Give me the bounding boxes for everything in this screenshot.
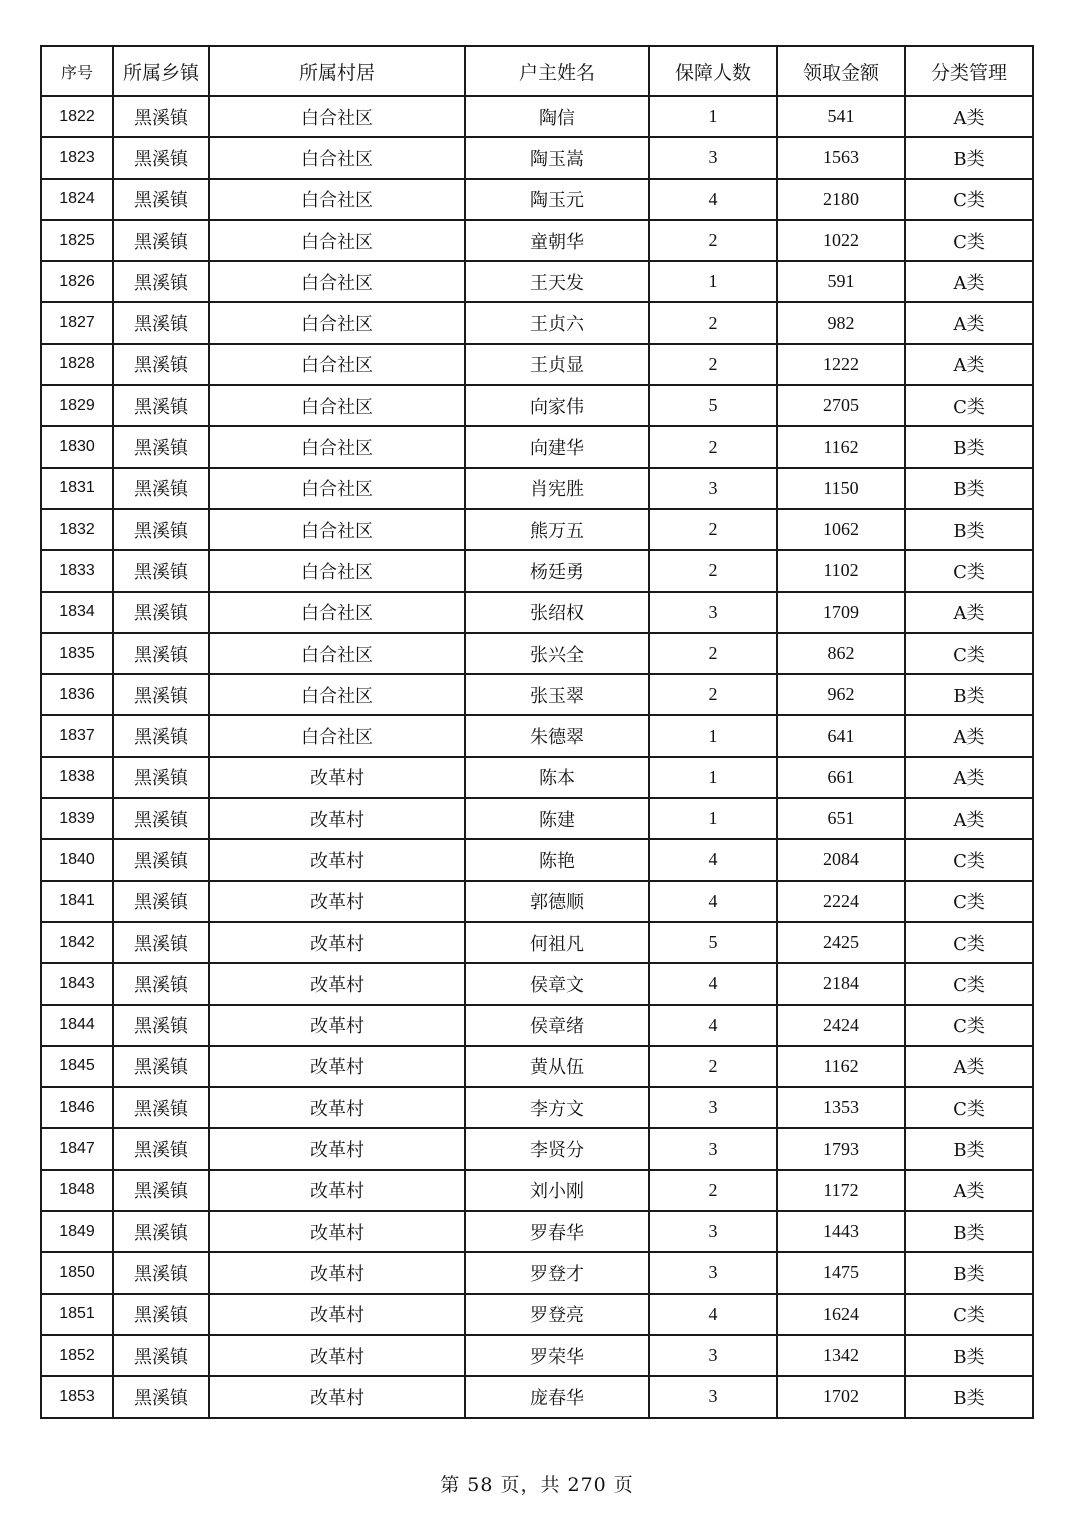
cell-people-count: 3 <box>649 1087 777 1128</box>
cell-householder: 李方文 <box>465 1087 649 1128</box>
cell-township: 黑溪镇 <box>113 757 209 798</box>
cell-township: 黑溪镇 <box>113 426 209 467</box>
cell-seq: 1823 <box>41 137 113 178</box>
cell-seq: 1830 <box>41 426 113 467</box>
cell-village: 改革村 <box>209 839 465 880</box>
cell-amount: 1102 <box>777 550 905 591</box>
cell-township: 黑溪镇 <box>113 798 209 839</box>
cell-householder: 王天发 <box>465 261 649 302</box>
cell-householder: 王贞六 <box>465 302 649 343</box>
cell-village: 白合社区 <box>209 302 465 343</box>
cell-category: B类 <box>905 468 1033 509</box>
cell-seq: 1825 <box>41 220 113 261</box>
cell-people-count: 4 <box>649 881 777 922</box>
cell-amount: 1022 <box>777 220 905 261</box>
cell-category: B类 <box>905 426 1033 467</box>
cell-householder: 杨廷勇 <box>465 550 649 591</box>
cell-amount: 1702 <box>777 1376 905 1417</box>
cell-amount: 1353 <box>777 1087 905 1128</box>
cell-township: 黑溪镇 <box>113 1005 209 1046</box>
cell-householder: 侯章文 <box>465 963 649 1004</box>
cell-township: 黑溪镇 <box>113 509 209 550</box>
cell-seq: 1841 <box>41 881 113 922</box>
table-row <box>41 1211 1033 1252</box>
cell-category: B类 <box>905 509 1033 550</box>
table-row <box>41 757 1033 798</box>
table-row <box>41 220 1033 261</box>
cell-township: 黑溪镇 <box>113 302 209 343</box>
cell-category: A类 <box>905 715 1033 756</box>
cell-people-count: 1 <box>649 798 777 839</box>
cell-people-count: 4 <box>649 179 777 220</box>
table-row <box>41 1294 1033 1335</box>
cell-village: 改革村 <box>209 1252 465 1293</box>
cell-amount: 1162 <box>777 426 905 467</box>
cell-amount: 1793 <box>777 1128 905 1169</box>
cell-householder: 朱德翠 <box>465 715 649 756</box>
cell-category: B类 <box>905 674 1033 715</box>
cell-seq: 1840 <box>41 839 113 880</box>
cell-amount: 2425 <box>777 922 905 963</box>
cell-village: 改革村 <box>209 881 465 922</box>
table-row <box>41 426 1033 467</box>
cell-amount: 982 <box>777 302 905 343</box>
cell-category: C类 <box>905 922 1033 963</box>
cell-seq: 1852 <box>41 1335 113 1376</box>
cell-township: 黑溪镇 <box>113 1046 209 1087</box>
table-row <box>41 1376 1033 1417</box>
table-row <box>41 1046 1033 1087</box>
cell-amount: 2424 <box>777 1005 905 1046</box>
cell-people-count: 2 <box>649 344 777 385</box>
cell-seq: 1828 <box>41 344 113 385</box>
cell-seq: 1835 <box>41 633 113 674</box>
cell-village: 白合社区 <box>209 509 465 550</box>
cell-category: C类 <box>905 179 1033 220</box>
header-category: 分类管理 <box>905 46 1033 96</box>
cell-people-count: 2 <box>649 220 777 261</box>
cell-village: 白合社区 <box>209 385 465 426</box>
cell-township: 黑溪镇 <box>113 674 209 715</box>
cell-people-count: 3 <box>649 1211 777 1252</box>
cell-people-count: 2 <box>649 1170 777 1211</box>
cell-category: A类 <box>905 302 1033 343</box>
cell-village: 白合社区 <box>209 179 465 220</box>
cell-township: 黑溪镇 <box>113 1376 209 1417</box>
cell-seq: 1842 <box>41 922 113 963</box>
cell-seq: 1837 <box>41 715 113 756</box>
cell-amount: 1342 <box>777 1335 905 1376</box>
table-row <box>41 922 1033 963</box>
cell-seq: 1834 <box>41 592 113 633</box>
cell-householder: 陈建 <box>465 798 649 839</box>
cell-householder: 向建华 <box>465 426 649 467</box>
cell-category: C类 <box>905 1294 1033 1335</box>
cell-people-count: 4 <box>649 1294 777 1335</box>
table-row <box>41 137 1033 178</box>
cell-people-count: 1 <box>649 715 777 756</box>
cell-category: C类 <box>905 963 1033 1004</box>
table-row <box>41 963 1033 1004</box>
header-row <box>41 46 1033 96</box>
cell-amount: 1150 <box>777 468 905 509</box>
cell-seq: 1847 <box>41 1128 113 1169</box>
cell-township: 黑溪镇 <box>113 1170 209 1211</box>
cell-seq: 1846 <box>41 1087 113 1128</box>
cell-seq: 1836 <box>41 674 113 715</box>
cell-householder: 陶玉元 <box>465 179 649 220</box>
cell-category: C类 <box>905 1005 1033 1046</box>
cell-householder: 王贞显 <box>465 344 649 385</box>
cell-amount: 1709 <box>777 592 905 633</box>
table-header <box>41 46 1033 96</box>
cell-category: A类 <box>905 1170 1033 1211</box>
cell-householder: 罗春华 <box>465 1211 649 1252</box>
cell-village: 白合社区 <box>209 426 465 467</box>
cell-village: 改革村 <box>209 1046 465 1087</box>
cell-householder: 肖宪胜 <box>465 468 649 509</box>
cell-amount: 2184 <box>777 963 905 1004</box>
header-seq: 序号 <box>41 46 113 96</box>
cell-people-count: 2 <box>649 633 777 674</box>
cell-township: 黑溪镇 <box>113 468 209 509</box>
cell-people-count: 3 <box>649 468 777 509</box>
cell-householder: 向家伟 <box>465 385 649 426</box>
cell-township: 黑溪镇 <box>113 922 209 963</box>
cell-seq: 1839 <box>41 798 113 839</box>
cell-seq: 1831 <box>41 468 113 509</box>
cell-township: 黑溪镇 <box>113 1335 209 1376</box>
cell-township: 黑溪镇 <box>113 1294 209 1335</box>
cell-householder: 何祖凡 <box>465 922 649 963</box>
cell-township: 黑溪镇 <box>113 1211 209 1252</box>
cell-category: A类 <box>905 96 1033 137</box>
table-row <box>41 509 1033 550</box>
cell-people-count: 2 <box>649 509 777 550</box>
cell-seq: 1833 <box>41 550 113 591</box>
table-row <box>41 881 1033 922</box>
document-sheet <box>40 45 1032 1419</box>
cell-village: 白合社区 <box>209 633 465 674</box>
cell-householder: 童朝华 <box>465 220 649 261</box>
cell-village: 改革村 <box>209 1335 465 1376</box>
cell-seq: 1849 <box>41 1211 113 1252</box>
cell-township: 黑溪镇 <box>113 261 209 302</box>
cell-category: B类 <box>905 1252 1033 1293</box>
cell-seq: 1843 <box>41 963 113 1004</box>
table-row <box>41 633 1033 674</box>
cell-householder: 侯章绪 <box>465 1005 649 1046</box>
cell-village: 改革村 <box>209 1170 465 1211</box>
cell-people-count: 5 <box>649 922 777 963</box>
cell-township: 黑溪镇 <box>113 96 209 137</box>
cell-people-count: 3 <box>649 592 777 633</box>
cell-householder: 陈本 <box>465 757 649 798</box>
cell-amount: 1563 <box>777 137 905 178</box>
cell-householder: 熊万五 <box>465 509 649 550</box>
table-row <box>41 468 1033 509</box>
cell-category: C类 <box>905 220 1033 261</box>
cell-amount: 641 <box>777 715 905 756</box>
cell-category: C类 <box>905 633 1033 674</box>
table-row <box>41 261 1033 302</box>
cell-seq: 1850 <box>41 1252 113 1293</box>
cell-amount: 1222 <box>777 344 905 385</box>
cell-category: A类 <box>905 592 1033 633</box>
table-row <box>41 1335 1033 1376</box>
page-footer: 第 58 页，共 270 页 <box>440 1474 634 1496</box>
cell-seq: 1838 <box>41 757 113 798</box>
cell-amount: 2084 <box>777 839 905 880</box>
cell-people-count: 4 <box>649 963 777 1004</box>
cell-township: 黑溪镇 <box>113 1128 209 1169</box>
cell-people-count: 5 <box>649 385 777 426</box>
cell-householder: 罗登亮 <box>465 1294 649 1335</box>
cell-township: 黑溪镇 <box>113 963 209 1004</box>
cell-amount: 962 <box>777 674 905 715</box>
table-row <box>41 96 1033 137</box>
table-row <box>41 1087 1033 1128</box>
cell-householder: 刘小刚 <box>465 1170 649 1211</box>
cell-township: 黑溪镇 <box>113 385 209 426</box>
cell-people-count: 4 <box>649 839 777 880</box>
cell-amount: 2705 <box>777 385 905 426</box>
table-row <box>41 385 1033 426</box>
table-row <box>41 1005 1033 1046</box>
cell-seq: 1851 <box>41 1294 113 1335</box>
cell-people-count: 1 <box>649 96 777 137</box>
cell-householder: 郭德顺 <box>465 881 649 922</box>
cell-category: A类 <box>905 344 1033 385</box>
header-amount: 领取金额 <box>777 46 905 96</box>
cell-householder: 黄从伍 <box>465 1046 649 1087</box>
cell-seq: 1824 <box>41 179 113 220</box>
table-body <box>41 96 1033 1418</box>
cell-people-count: 4 <box>649 1005 777 1046</box>
cell-householder: 陶玉嵩 <box>465 137 649 178</box>
cell-category: B类 <box>905 1211 1033 1252</box>
cell-township: 黑溪镇 <box>113 592 209 633</box>
table-row <box>41 179 1033 220</box>
cell-village: 白合社区 <box>209 344 465 385</box>
cell-seq: 1845 <box>41 1046 113 1087</box>
cell-amount: 2180 <box>777 179 905 220</box>
header-township: 所属乡镇 <box>113 46 209 96</box>
cell-seq: 1829 <box>41 385 113 426</box>
cell-category: A类 <box>905 757 1033 798</box>
cell-village: 改革村 <box>209 1294 465 1335</box>
cell-people-count: 2 <box>649 674 777 715</box>
table-row <box>41 344 1033 385</box>
cell-amount: 1624 <box>777 1294 905 1335</box>
table-row <box>41 592 1033 633</box>
cell-category: A类 <box>905 261 1033 302</box>
header-village: 所属村居 <box>209 46 465 96</box>
cell-township: 黑溪镇 <box>113 881 209 922</box>
cell-people-count: 2 <box>649 1046 777 1087</box>
cell-village: 白合社区 <box>209 550 465 591</box>
cell-people-count: 3 <box>649 1376 777 1417</box>
table-row <box>41 1170 1033 1211</box>
table-row <box>41 839 1033 880</box>
cell-people-count: 2 <box>649 550 777 591</box>
cell-people-count: 2 <box>649 426 777 467</box>
table-row <box>41 550 1033 591</box>
header-people-count: 保障人数 <box>649 46 777 96</box>
cell-village: 改革村 <box>209 1376 465 1417</box>
cell-village: 改革村 <box>209 798 465 839</box>
table-row <box>41 715 1033 756</box>
cell-people-count: 3 <box>649 1335 777 1376</box>
cell-amount: 651 <box>777 798 905 839</box>
cell-village: 改革村 <box>209 1087 465 1128</box>
cell-category: A类 <box>905 798 1033 839</box>
cell-township: 黑溪镇 <box>113 633 209 674</box>
cell-category: B类 <box>905 1128 1033 1169</box>
cell-village: 改革村 <box>209 1211 465 1252</box>
cell-amount: 541 <box>777 96 905 137</box>
cell-people-count: 3 <box>649 1252 777 1293</box>
cell-category: B类 <box>905 1335 1033 1376</box>
cell-amount: 862 <box>777 633 905 674</box>
cell-township: 黑溪镇 <box>113 1252 209 1293</box>
cell-seq: 1832 <box>41 509 113 550</box>
cell-township: 黑溪镇 <box>113 839 209 880</box>
cell-householder: 罗荣华 <box>465 1335 649 1376</box>
cell-category: C类 <box>905 550 1033 591</box>
cell-people-count: 3 <box>649 1128 777 1169</box>
cell-township: 黑溪镇 <box>113 550 209 591</box>
cell-people-count: 2 <box>649 302 777 343</box>
cell-amount: 1443 <box>777 1211 905 1252</box>
cell-amount: 1162 <box>777 1046 905 1087</box>
table-row <box>41 1128 1033 1169</box>
cell-category: A类 <box>905 1046 1033 1087</box>
cell-people-count: 1 <box>649 757 777 798</box>
cell-village: 改革村 <box>209 1128 465 1169</box>
cell-category: C类 <box>905 839 1033 880</box>
cell-householder: 张玉翠 <box>465 674 649 715</box>
cell-householder: 庞春华 <box>465 1376 649 1417</box>
cell-category: C类 <box>905 385 1033 426</box>
cell-village: 改革村 <box>209 1005 465 1046</box>
cell-amount: 591 <box>777 261 905 302</box>
cell-people-count: 1 <box>649 261 777 302</box>
cell-category: C类 <box>905 1087 1033 1128</box>
cell-village: 改革村 <box>209 922 465 963</box>
cell-category: B类 <box>905 137 1033 178</box>
cell-township: 黑溪镇 <box>113 137 209 178</box>
cell-village: 白合社区 <box>209 261 465 302</box>
header-householder: 户主姓名 <box>465 46 649 96</box>
cell-people-count: 3 <box>649 137 777 178</box>
cell-village: 白合社区 <box>209 220 465 261</box>
table-row <box>41 302 1033 343</box>
cell-amount: 1172 <box>777 1170 905 1211</box>
cell-village: 白合社区 <box>209 592 465 633</box>
cell-householder: 陈艳 <box>465 839 649 880</box>
cell-category: B类 <box>905 1376 1033 1417</box>
cell-amount: 1475 <box>777 1252 905 1293</box>
cell-householder: 张绍权 <box>465 592 649 633</box>
cell-village: 白合社区 <box>209 715 465 756</box>
cell-village: 白合社区 <box>209 468 465 509</box>
cell-householder: 张兴全 <box>465 633 649 674</box>
cell-seq: 1848 <box>41 1170 113 1211</box>
table-row <box>41 674 1033 715</box>
cell-village: 改革村 <box>209 963 465 1004</box>
table-row <box>41 1252 1033 1293</box>
cell-amount: 2224 <box>777 881 905 922</box>
cell-amount: 661 <box>777 757 905 798</box>
cell-seq: 1844 <box>41 1005 113 1046</box>
cell-village: 白合社区 <box>209 96 465 137</box>
cell-township: 黑溪镇 <box>113 220 209 261</box>
cell-householder: 陶信 <box>465 96 649 137</box>
cell-village: 改革村 <box>209 757 465 798</box>
cell-seq: 1827 <box>41 302 113 343</box>
household-roster-table <box>40 45 1034 1419</box>
table-row <box>41 798 1033 839</box>
cell-seq: 1826 <box>41 261 113 302</box>
cell-township: 黑溪镇 <box>113 344 209 385</box>
cell-seq: 1822 <box>41 96 113 137</box>
cell-village: 白合社区 <box>209 674 465 715</box>
cell-township: 黑溪镇 <box>113 715 209 756</box>
cell-seq: 1853 <box>41 1376 113 1417</box>
cell-householder: 罗登才 <box>465 1252 649 1293</box>
cell-township: 黑溪镇 <box>113 1087 209 1128</box>
cell-category: C类 <box>905 881 1033 922</box>
cell-amount: 1062 <box>777 509 905 550</box>
cell-village: 白合社区 <box>209 137 465 178</box>
cell-householder: 李贤分 <box>465 1128 649 1169</box>
cell-township: 黑溪镇 <box>113 179 209 220</box>
